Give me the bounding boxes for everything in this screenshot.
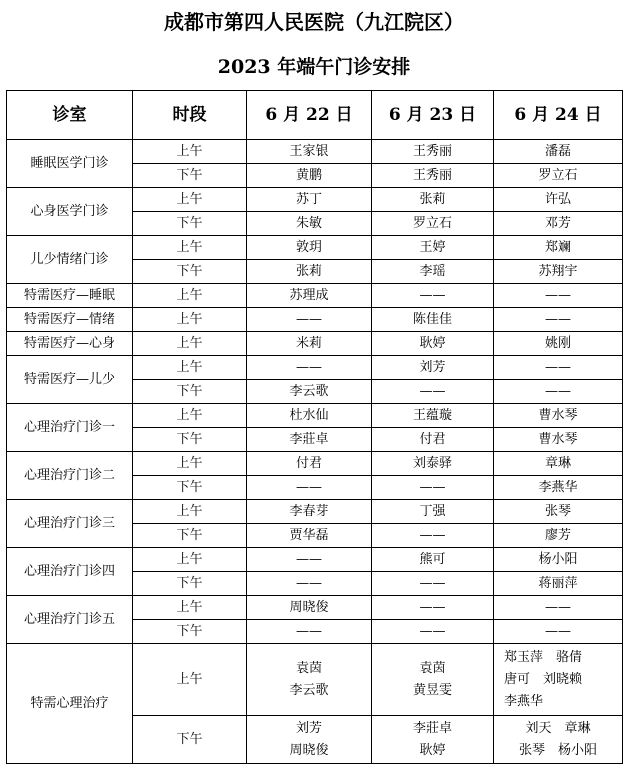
doctor-cell: 丁强	[372, 500, 494, 524]
room-cell: 心身医学门诊	[7, 188, 133, 236]
doctor-cell: 敦玥	[247, 236, 372, 260]
doctor-cell: ——	[372, 572, 494, 596]
doctor-cell: ——	[372, 524, 494, 548]
period-cell: 上午	[133, 188, 247, 212]
doctor-cell: 李莊卓	[247, 428, 372, 452]
table-row	[7, 644, 623, 716]
room-cell: 特需医疗—情绪	[7, 308, 133, 332]
period-cell: 下午	[133, 260, 247, 284]
room-cell: 特需医疗—睡眠	[7, 284, 133, 308]
table-row	[7, 500, 623, 524]
doctor-cell: 杨小阳	[494, 548, 623, 572]
doctor-cell: 杜水仙	[247, 404, 372, 428]
page-subtitle: 2023 年端午门诊安排	[217, 56, 411, 78]
doctor-cell: 郑玉萍 骆倩 唐可 刘晓赖 李燕华	[494, 644, 623, 716]
doctor-cell: ——	[494, 356, 623, 380]
table-row	[7, 356, 623, 380]
table-header-row	[7, 91, 623, 140]
doctor-cell: 苏理成	[247, 284, 372, 308]
period-cell: 下午	[133, 476, 247, 500]
doctor-cell: 郑斓	[494, 236, 623, 260]
table-row	[7, 188, 623, 212]
doctor-cell: ——	[372, 476, 494, 500]
doctor-cell: ——	[247, 620, 372, 644]
doctor-cell: 姚刚	[494, 332, 623, 356]
room-cell: 睡眠医学门诊	[7, 140, 133, 188]
period-cell: 上午	[133, 284, 247, 308]
doctor-cell: ——	[372, 596, 494, 620]
doctor-cell: 李莊卓 耿婷	[372, 716, 494, 764]
doctor-cell: ——	[494, 596, 623, 620]
room-cell: 心理治疗门诊五	[7, 596, 133, 644]
doctor-cell: 黄鹏	[247, 164, 372, 188]
period-cell: 上午	[133, 500, 247, 524]
period-cell: 下午	[133, 620, 247, 644]
table-row	[7, 140, 623, 164]
doctor-cell: 熊可	[372, 548, 494, 572]
period-cell: 下午	[133, 524, 247, 548]
doctor-cell: 李云歌	[247, 380, 372, 404]
table-row	[7, 548, 623, 572]
doctor-cell: 苏丁	[247, 188, 372, 212]
doctor-cell: 潘磊	[494, 140, 623, 164]
period-cell: 上午	[133, 404, 247, 428]
doctor-cell: 王蕴璇	[372, 404, 494, 428]
period-cell: 下午	[133, 164, 247, 188]
doctor-cell: 邓芳	[494, 212, 623, 236]
room-cell: 心理治疗门诊二	[7, 452, 133, 500]
room-cell: 儿少情绪门诊	[7, 236, 133, 284]
doctor-cell: 王秀丽	[372, 164, 494, 188]
period-cell: 上午	[133, 236, 247, 260]
period-cell: 上午	[133, 548, 247, 572]
doctor-cell: 曹水琴	[494, 404, 623, 428]
doctor-cell: 张莉	[247, 260, 372, 284]
doctor-cell: ——	[372, 380, 494, 404]
doctor-cell: ——	[494, 284, 623, 308]
period-cell: 上午	[133, 596, 247, 620]
doctor-cell: 王婷	[372, 236, 494, 260]
doctor-cell: 袁茵 黄昱雯	[372, 644, 494, 716]
room-cell: 特需心理治疗	[7, 644, 133, 764]
period-cell: 下午	[133, 572, 247, 596]
doctor-cell: 罗立石	[494, 164, 623, 188]
header-date-23: 6 月 23 日	[372, 91, 494, 140]
doctor-cell: ——	[372, 284, 494, 308]
doctor-cell: 李瑶	[372, 260, 494, 284]
doctor-cell: ——	[247, 356, 372, 380]
table-row	[7, 236, 623, 260]
doctor-cell: 陈佳佳	[372, 308, 494, 332]
doctor-cell: 张琴	[494, 500, 623, 524]
room-cell: 心理治疗门诊一	[7, 404, 133, 452]
period-cell: 下午	[133, 428, 247, 452]
table-row	[7, 284, 623, 308]
room-cell: 特需医疗—心身	[7, 332, 133, 356]
period-cell: 下午	[133, 212, 247, 236]
doctor-cell: 罗立石	[372, 212, 494, 236]
doctor-cell: ——	[247, 308, 372, 332]
table-row	[7, 308, 623, 332]
doctor-cell: 曹水琴	[494, 428, 623, 452]
period-cell: 上午	[133, 140, 247, 164]
table-row	[7, 404, 623, 428]
doctor-cell: 贾华磊	[247, 524, 372, 548]
doctor-cell: 许弘	[494, 188, 623, 212]
header-date-22: 6 月 22 日	[247, 91, 372, 140]
doctor-cell: ——	[494, 308, 623, 332]
doctor-cell: ——	[372, 620, 494, 644]
doctor-cell: 刘天 章琳 张琴 杨小阳	[494, 716, 623, 764]
period-cell: 下午	[133, 716, 247, 764]
doctor-cell: 米莉	[247, 332, 372, 356]
doctor-cell: 付君	[247, 452, 372, 476]
doctor-cell: 李春芽	[247, 500, 372, 524]
doctor-cell: 张莉	[372, 188, 494, 212]
header-period: 时段	[133, 91, 247, 140]
period-cell: 上午	[133, 308, 247, 332]
doctor-cell: 耿婷	[372, 332, 494, 356]
header-room: 诊室	[7, 91, 133, 140]
period-cell: 上午	[133, 452, 247, 476]
doctor-cell: 李燕华	[494, 476, 623, 500]
room-cell: 心理治疗门诊三	[7, 500, 133, 548]
table-row	[7, 596, 623, 620]
doctor-cell: 朱敏	[247, 212, 372, 236]
table-row	[7, 332, 623, 356]
room-cell: 心理治疗门诊四	[7, 548, 133, 596]
period-cell: 上午	[133, 356, 247, 380]
table-row	[7, 452, 623, 476]
doctor-cell: 章琳	[494, 452, 623, 476]
room-cell: 特需医疗—儿少	[7, 356, 133, 404]
doctor-cell: 刘芳 周晓俊	[247, 716, 372, 764]
period-cell: 上午	[133, 644, 247, 716]
doctor-cell: ——	[247, 548, 372, 572]
page-title: 成都市第四人民医院（九江院区）	[164, 10, 464, 34]
period-cell: 上午	[133, 332, 247, 356]
doctor-cell: 刘芳	[372, 356, 494, 380]
doctor-cell: 王家银	[247, 140, 372, 164]
doctor-cell: ——	[247, 476, 372, 500]
doctor-cell: 周晓俊	[247, 596, 372, 620]
doctor-cell: 王秀丽	[372, 140, 494, 164]
doctor-cell: ——	[247, 572, 372, 596]
period-cell: 下午	[133, 380, 247, 404]
doctor-cell: 蒋丽萍	[494, 572, 623, 596]
doctor-cell: 廖芳	[494, 524, 623, 548]
doctor-cell: 刘泰驿	[372, 452, 494, 476]
doctor-cell: 苏翔宇	[494, 260, 623, 284]
doctor-cell: 付君	[372, 428, 494, 452]
doctor-cell: ——	[494, 380, 623, 404]
doctor-cell: ——	[494, 620, 623, 644]
doctor-cell: 袁茵 李云歌	[247, 644, 372, 716]
schedule-table	[6, 90, 623, 764]
header-date-24: 6 月 24 日	[494, 91, 623, 140]
